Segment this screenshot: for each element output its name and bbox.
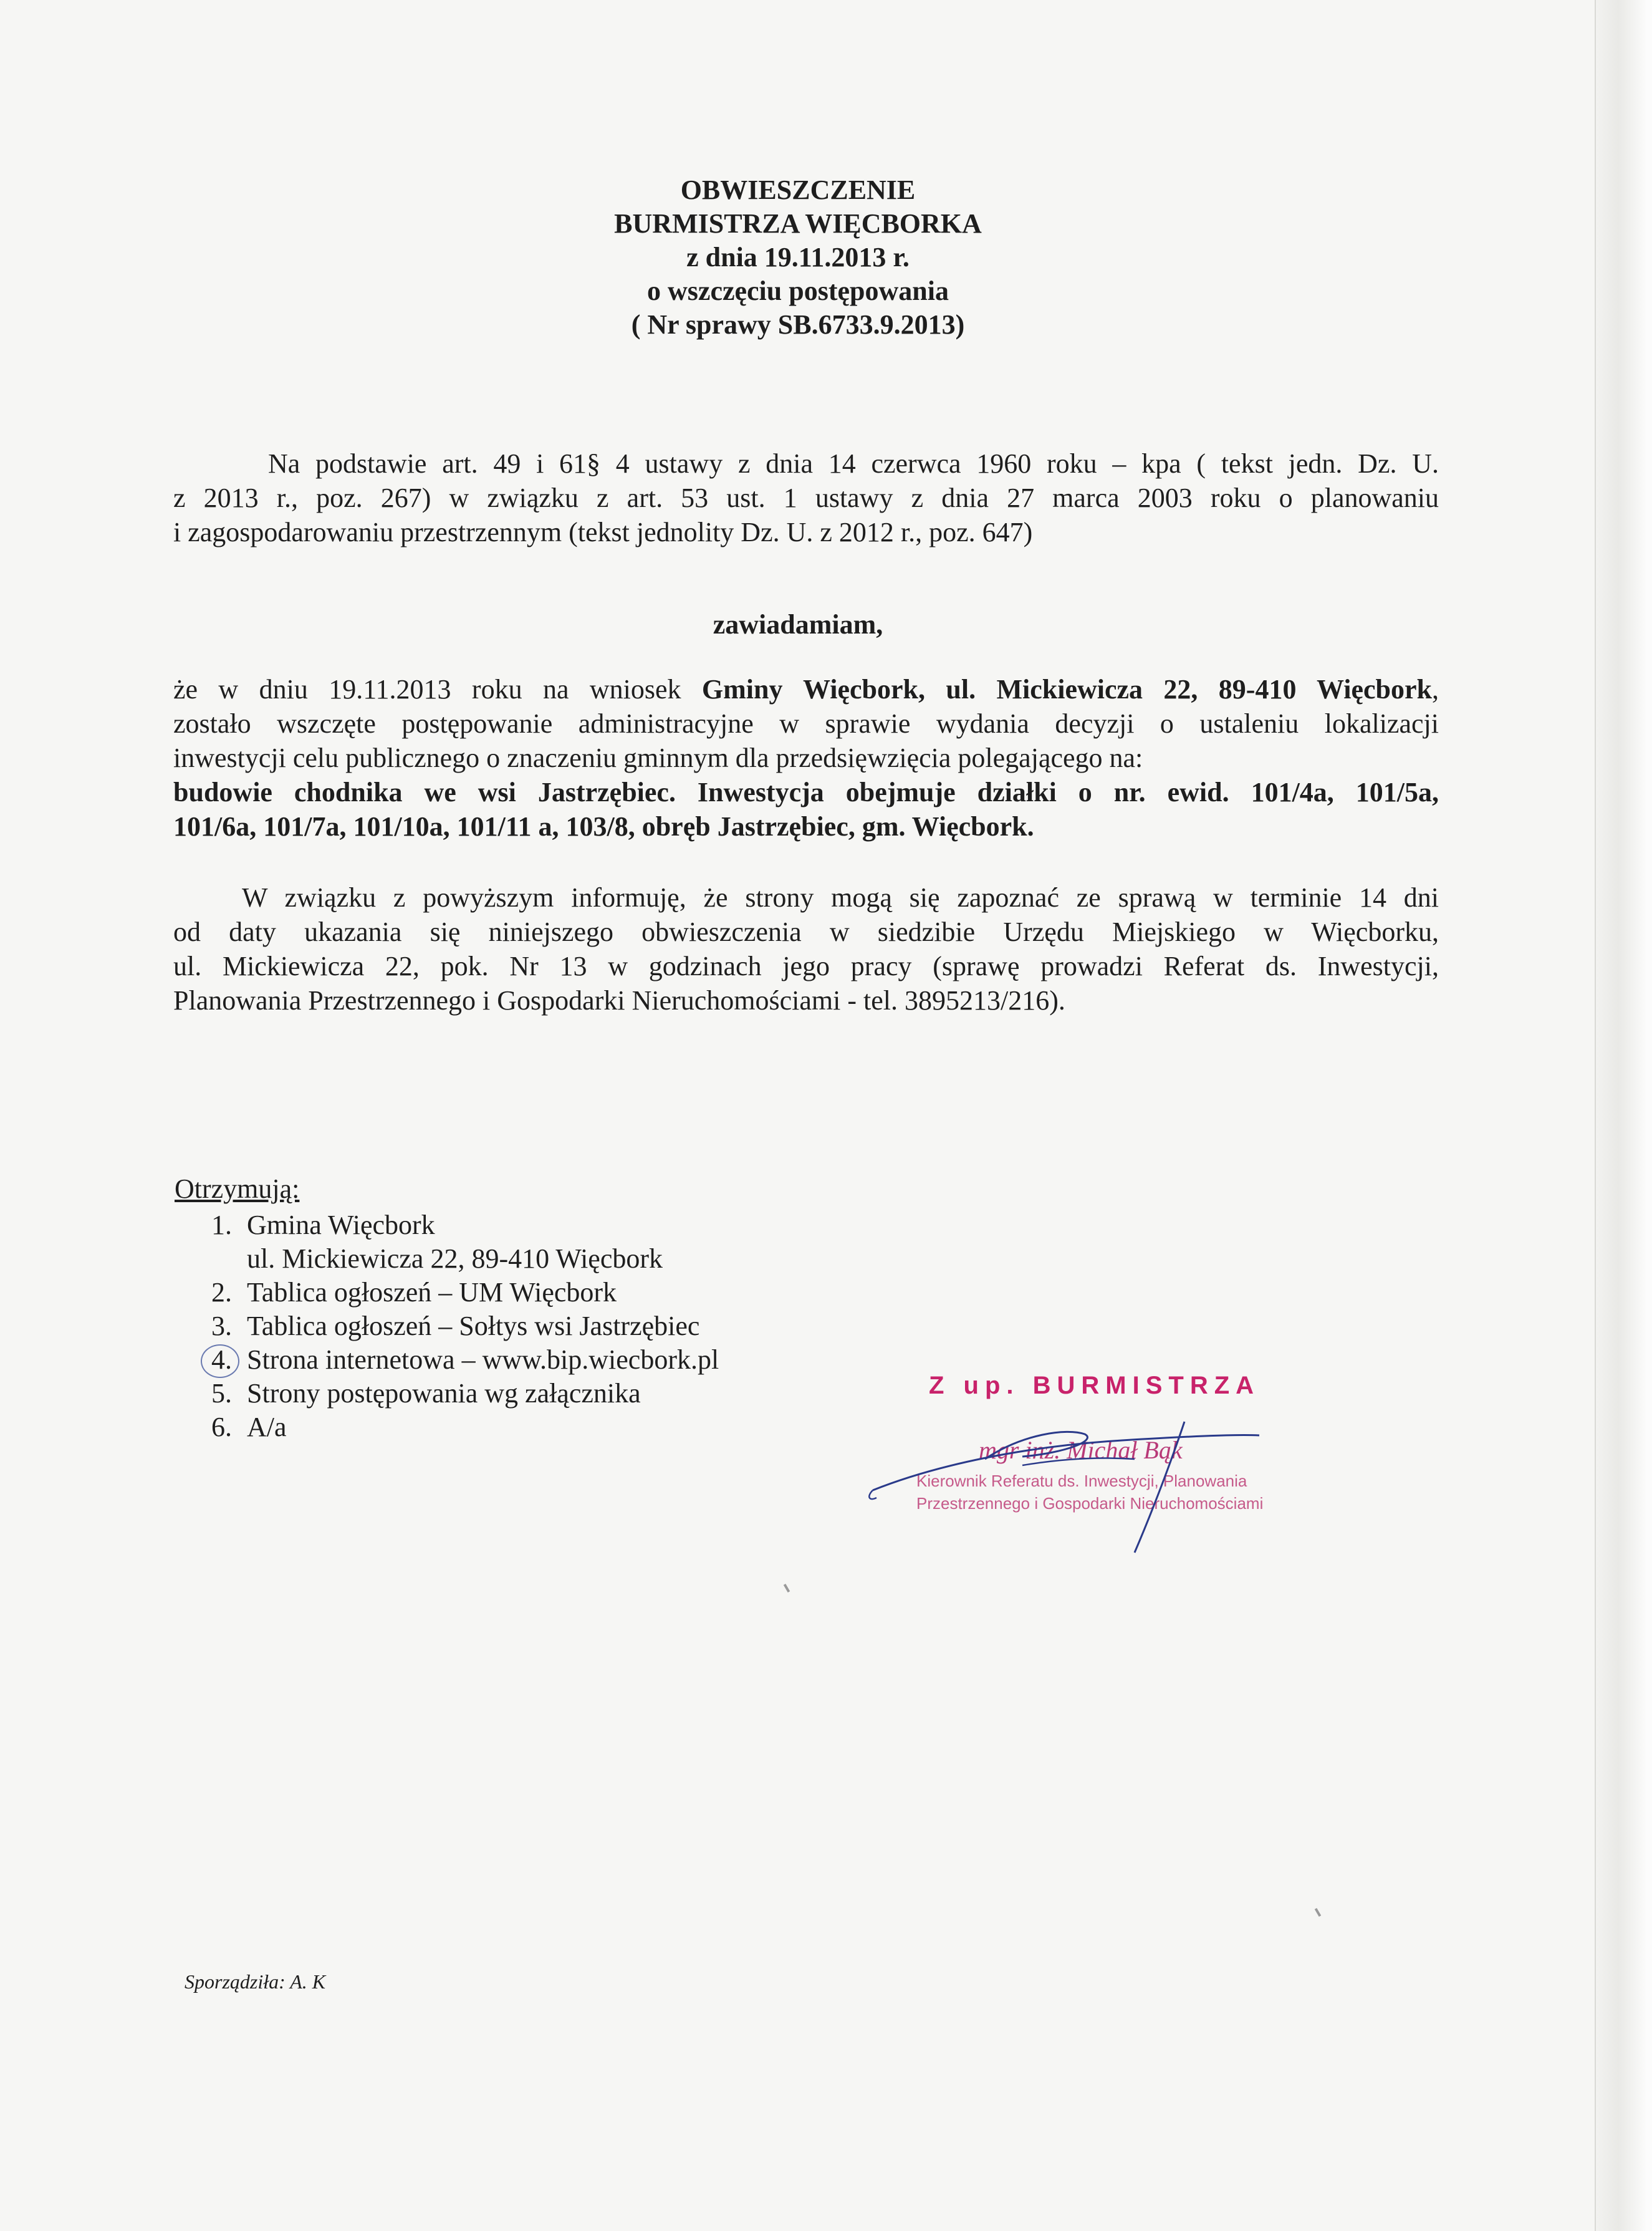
list-number: 2. (211, 1277, 232, 1308)
list-text: A/a (247, 1412, 287, 1442)
list-text: ul. Mickiewicza 22, 89-410 Więcbork (247, 1243, 663, 1274)
stamp-name: mgr inż. Michał Bąk (979, 1436, 1183, 1464)
notify-heading: zawiadamiam, (713, 609, 883, 640)
list-item (175, 1343, 719, 1377)
list-item (175, 1410, 719, 1444)
document-header (0, 173, 1596, 342)
list-item (175, 1309, 719, 1343)
body-text: że w dniu 19.11.2013 roku na wniosek (173, 674, 702, 705)
body-line: inwestycji celu publicznego o znaczeniu gminnym dla przedsięwzięcia polegającego na: (173, 743, 1143, 773)
handwritten-signature (860, 1397, 1309, 1559)
list-number: 3. (211, 1311, 232, 1341)
body-text: , (1432, 674, 1439, 705)
list-text: Gmina Więcbork (247, 1210, 435, 1240)
list-text: Tablica ogłoszeń – UM Więcbork (247, 1277, 617, 1308)
prepared-by: Sporządziła: A. K (185, 1970, 326, 1993)
investment-bold-line: 101/6a, 101/7a, 101/10a, 101/11 a, 103/8, obręb Jastrzębiec, gm. Więcbork. (173, 811, 1034, 842)
intro-line: z 2013 r., poz. 267) w związku z art. 53 ust. 1 ustawy z dnia 27 marca 2003 roku o planowaniu (173, 483, 1439, 513)
applicant-bold: Gminy Więcbork, ul. Mickiewicza 22, 89-410 Więcbork (701, 674, 1432, 705)
list-item (175, 1377, 719, 1410)
body-paragraph-2 (173, 880, 1439, 1018)
intro-line: Na podstawie art. 49 i 61§ 4 ustawy z dnia 14 czerwca 1960 roku – kpa ( tekst jedn. Dz. U. (268, 448, 1439, 479)
body-line: ul. Mickiewicza 22, pok. Nr 13 w godzinach jego pracy (sprawę prowadzi Referat ds. Inwestycji, (173, 951, 1439, 981)
intro-paragraph (173, 446, 1439, 549)
header-title: OBWIESZCZENIE (680, 175, 916, 205)
list-number: 6. (211, 1412, 232, 1442)
scan-speck (1315, 1908, 1321, 1917)
intro-line: i zagospodarowaniu przestrzennym (tekst jednolity Dz. U. z 2012 r., poz. 647) (173, 517, 1033, 547)
list-text: Strony postępowania wg załącznika (247, 1378, 641, 1409)
stamp-position-line: Przestrzennego i Gospodarki Nieruchomościami (916, 1494, 1264, 1513)
header-date: z dnia 19.11.2013 r. (686, 242, 910, 272)
list-item (175, 1208, 719, 1242)
list-text: Tablica ogłoszeń – Sołtys wsi Jastrzębiec (247, 1311, 700, 1341)
list-text: Strona internetowa – www.bip.wiecbork.pl (247, 1344, 719, 1375)
stamp-position-line: Kierownik Referatu ds. Inwestycji, Planowania (916, 1472, 1247, 1490)
list-number (175, 1242, 247, 1276)
header-case-number: ( Nr sprawy SB.6733.9.2013) (631, 309, 965, 340)
header-subject: o wszczęciu postępowania (647, 276, 949, 306)
list-item (175, 1276, 719, 1309)
scan-speck (784, 1584, 790, 1593)
body-line: od daty ukazania się niniejszego obwieszczenia w siedzibie Urzędu Miejskiego w Więcborku, (173, 917, 1439, 947)
stamp-title: Z up. BURMISTRZA (929, 1372, 1261, 1399)
list-item (175, 1242, 719, 1276)
header-authority: BURMISTRZA WIĘCBORKA (614, 208, 982, 239)
body-line: Planowania Przestrzennego i Gospodarki Nieruchomościami - tel. 3895213/216). (173, 985, 1065, 1016)
list-number: 5. (211, 1378, 232, 1409)
body-line: W związku z powyższym informuję, że strony mogą się zapoznać ze sprawą w terminie 14 dni (242, 882, 1439, 913)
list-number-circled: 4. (175, 1343, 247, 1377)
recipients-title: Otrzymują: (175, 1173, 300, 1204)
body-paragraph-1 (173, 672, 1439, 844)
recipients-list (175, 1172, 719, 1444)
scan-page-edge (1595, 0, 1652, 2231)
investment-bold-line: budowie chodnika we wsi Jastrzębiec. Inwestycja obejmuje działki o nr. ewid. 101/4a, 101/5a, (173, 777, 1439, 807)
body-line (173, 672, 1439, 706)
body-line: zostało wszczęte postępowanie administracyjne w sprawie wydania decyzji o ustaleniu lokalizacji (173, 708, 1439, 739)
list-number: 1. (211, 1210, 232, 1240)
